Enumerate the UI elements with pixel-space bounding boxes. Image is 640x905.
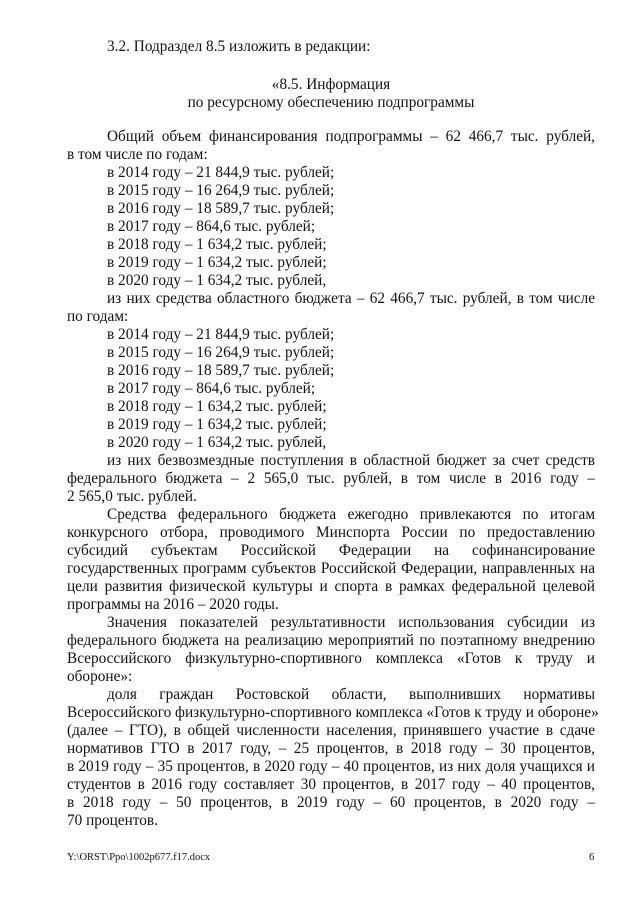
paragraph-line: из них безвозмездные поступления в областной бюджет за счет средств [107,452,595,469]
paragraph-line: 2 565,0 тыс. рублей. [67,488,197,505]
list-item: в 2020 году – 1 634,2 тыс. рублей, [107,272,327,289]
subsection-title: «8.5. Информация [271,76,391,93]
list-item: в 2015 году – 16 264,9 тыс. рублей; [107,182,335,199]
paragraph-line: Всероссийского физкультурно-спортивного комплекса «Готов к труду и обороне» [67,704,599,721]
paragraph-line: нормативов ГТО в 2017 году, – 25 процентов, в 2018 году – 30 процентов, [67,740,595,757]
list-item: в 2017 году – 864,6 тыс. рублей; [107,218,316,235]
paragraph-line: Значения показателей результативности использования субсидии из [107,614,595,631]
subsection-subtitle: по ресурсному обеспечению подпрограммы [187,94,475,111]
list-item: в 2020 году – 1 634,2 тыс. рублей, [107,434,327,451]
list-item: в 2014 году – 21 844,9 тыс. рублей; [107,164,335,181]
paragraph-line: конкурсного отбора, проводимого Минспорта России по предоставлению [67,524,595,541]
list-item: в 2017 году – 864,6 тыс. рублей; [107,380,316,397]
paragraph-line: в 2019 году – 35 процентов, в 2020 году – 40 процентов, из них доля учащихся и [67,758,595,775]
paragraph-line: 70 процентов. [67,812,158,829]
paragraph-line: студентов в 2016 году составляет 30 процентов, в 2017 году – 40 процентов, [67,776,595,793]
paragraph-line: федерального бюджета – 2 565,0 тыс. рублей, в том числе в 2016 году – [67,470,595,487]
list-item: в 2019 году – 1 634,2 тыс. рублей; [107,416,327,433]
total-funding-line: Общий объем финансирования подпрограммы – 62 466,7 тыс. рублей, [107,128,595,145]
list-item: в 2018 году – 1 634,2 тыс. рублей; [107,236,327,253]
list-item: в 2019 году – 1 634,2 тыс. рублей; [107,254,327,271]
footer-file-path: Y:\ORST\Ppo\1002p677.f17.docx [67,852,211,863]
paragraph-line: программы на 2016 – 2020 годы. [67,596,279,613]
section-header: 3.2. Подраздел 8.5 изложить в редакции: [107,38,371,55]
paragraph-line: государственных программ субъектов Российской Федерации, направленных на [67,560,595,577]
total-funding-line: в том числе по годам: [67,146,208,163]
paragraph-line: обороне»: [67,668,133,685]
list-item: в 2014 году – 21 844,9 тыс. рублей; [107,326,335,343]
paragraph-line: (далее – ГТО), в общей численности населения, принявшего участие в сдаче [67,722,595,739]
paragraph-line: цели развития физической культуры и спорта в рамках федеральной целевой [67,578,595,595]
paragraph-line: Всероссийского физкультурно-спортивного комплекса «Готов к труду и [67,650,595,667]
regional-budget-line: по годам: [67,308,129,325]
list-item: в 2015 году – 16 264,9 тыс. рублей; [107,344,335,361]
list-item: в 2016 году – 18 589,7 тыс. рублей; [107,200,335,217]
paragraph-line: доля граждан Ростовской области, выполнивших нормативы [107,686,595,703]
page-number: 6 [589,852,595,863]
list-item: в 2016 году – 18 589,7 тыс. рублей; [107,362,335,379]
paragraph-line: в 2018 году – 50 процентов, в 2019 году – 60 процентов, в 2020 году – [67,794,595,811]
regional-budget-line: из них средства областного бюджета – 62 466,7 тыс. рублей, в том числе [107,290,595,307]
list-item: в 2018 году – 1 634,2 тыс. рублей; [107,398,327,415]
paragraph-line: Средства федерального бюджета ежегодно привлекаются по итогам [107,506,595,523]
paragraph-line: федерального бюджета на реализацию мероприятий по поэтапному внедрению [67,632,595,649]
paragraph-line: субсидий субъектам Российской Федерации на софинансирование [67,542,595,559]
